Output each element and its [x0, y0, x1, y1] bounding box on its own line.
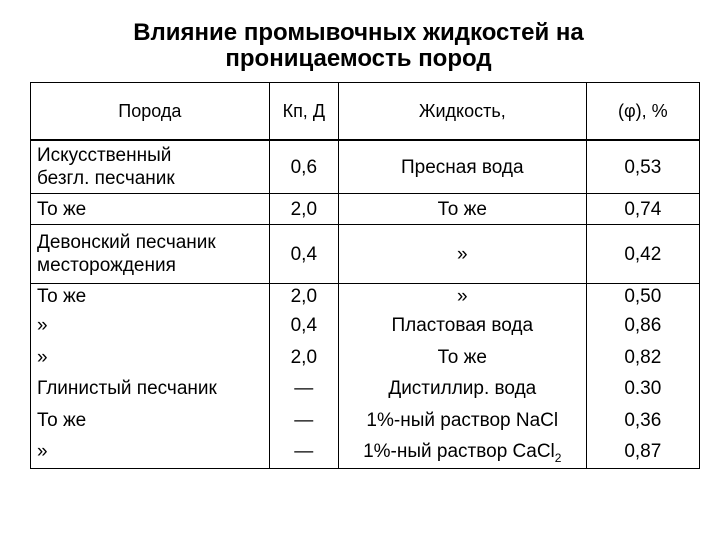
page-title [0, 20, 717, 72]
cell-phi-line: 0,82 [624, 346, 662, 368]
cell-phi-line: 0,86 [624, 315, 662, 336]
fluid-cacl-text: 1%-ный раствор CaCl [363, 441, 555, 462]
cell-kp-line: — [294, 441, 314, 462]
cell-phi-stack [586, 284, 699, 469]
cell-fluid-line: 1%-ный раствор NaCl [366, 409, 559, 431]
cell-kp-line: — [294, 378, 314, 399]
cell-rock-stack [31, 284, 270, 469]
cell-kp: 0,6 [269, 140, 338, 194]
cell-rock-line: То же [37, 409, 87, 431]
cell-fluid-line [345, 436, 580, 468]
table-row [31, 225, 700, 284]
cell-phi: 0,53 [586, 140, 699, 194]
cell-rock-line: » [37, 346, 48, 368]
cell-rock-line: То же [37, 286, 87, 307]
cell-rock-line: безгл. песчаник [37, 168, 175, 189]
cell-phi: 0,42 [586, 225, 699, 284]
cell-fluid-line: » [456, 286, 468, 307]
cell-fluid: То же [338, 194, 586, 225]
cell-fluid: » [338, 225, 586, 284]
cell-kp: 2,0 [269, 194, 338, 225]
header-fluid: Жидкость, [338, 83, 586, 141]
cell-rock [31, 140, 270, 194]
cell-rock [31, 225, 270, 284]
header-phi: (φ), % [586, 83, 699, 141]
cell-kp: 0,4 [269, 225, 338, 284]
title-line-1: Влияние промывочных жидкостей на [133, 19, 584, 46]
cell-kp-line: 0,4 [290, 315, 318, 336]
cell-rock-line: » [37, 315, 48, 336]
cell-kp-stack [269, 284, 338, 469]
cell-rock-line: » [37, 441, 48, 462]
cell-phi-line: 0.30 [624, 378, 662, 399]
cell-fluid-stack [338, 284, 586, 469]
cell-rock: То же [31, 194, 270, 225]
table-row [31, 194, 700, 225]
title-line-2: проницаемость пород [225, 45, 492, 72]
header-rock: Порода [31, 83, 270, 141]
cell-fluid: Пресная вода [338, 140, 586, 194]
cell-fluid-line: Пластовая вода [391, 315, 534, 336]
cell-kp-line: — [294, 409, 314, 431]
cell-rock-line: Девонский песчаник [37, 232, 216, 253]
cell-rock-line: Глинистый песчаник [37, 378, 217, 399]
cell-phi-line: 0,50 [624, 286, 662, 307]
header-kp: Кп, Д [269, 83, 338, 141]
cell-rock-line: месторождения [37, 255, 176, 276]
cell-phi-line: 0,87 [624, 441, 662, 462]
cell-kp-line: 2,0 [290, 286, 318, 307]
fluid-cacl-subscript: 2 [554, 450, 562, 465]
cell-phi: 0,74 [586, 194, 699, 225]
cell-rock-line: Искусственный [37, 145, 172, 166]
cell-fluid-line: То же [437, 346, 487, 368]
cell-kp-line: 2,0 [290, 346, 318, 368]
data-table [30, 82, 700, 469]
cell-fluid-line: Дистиллир. вода [388, 378, 537, 399]
table-row-group [31, 284, 700, 469]
cell-phi-line: 0,36 [624, 409, 662, 431]
table-row [31, 140, 700, 194]
header-row [31, 83, 700, 141]
